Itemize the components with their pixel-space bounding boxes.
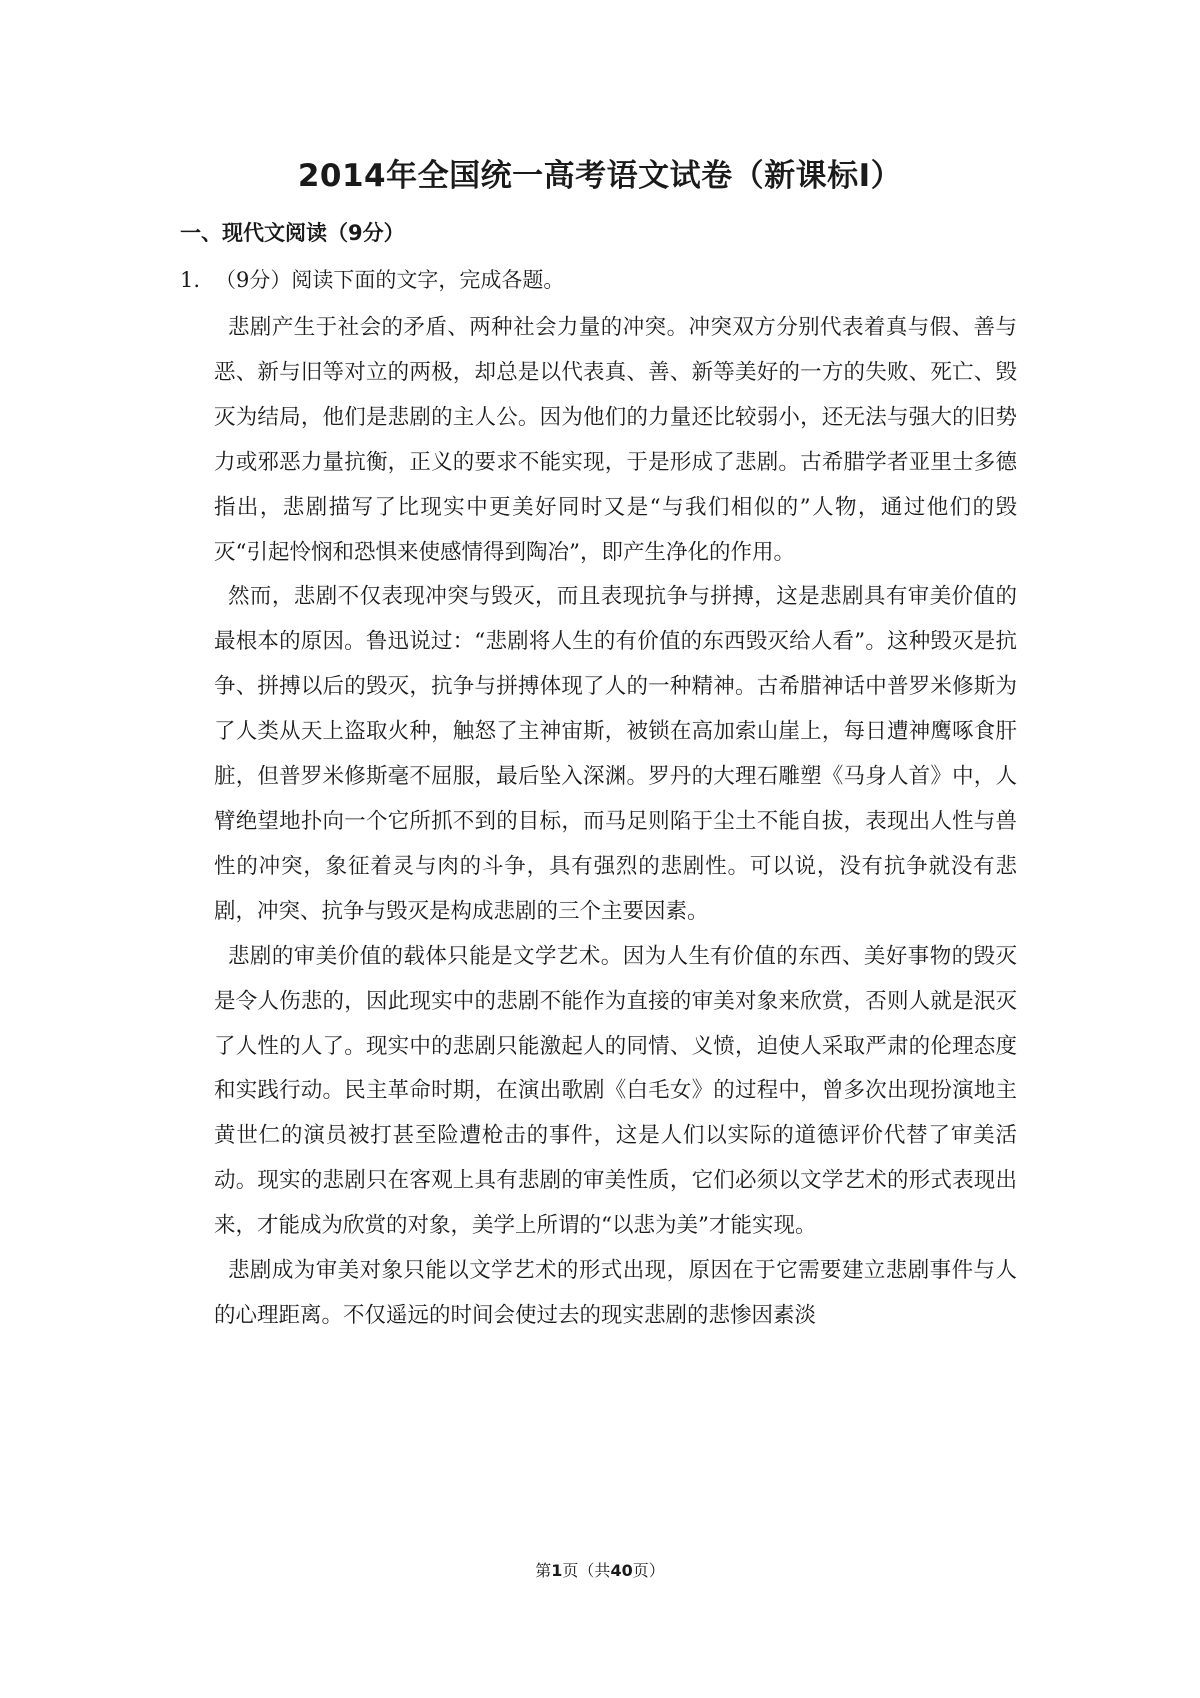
question-prompt-line <box>180 265 564 295</box>
question-number: 1. <box>180 268 201 292</box>
footer-middle: 页（共 <box>562 1561 611 1580</box>
document-title: 2014年全国统一高考语文试卷（新课标Ⅰ） <box>297 158 903 194</box>
page-footer <box>0 1560 1200 1582</box>
reading-passage <box>214 306 1017 1339</box>
passage-paragraph-2: 然而，悲剧不仅表现冲突与毁灭，而且表现抗争与拼搏，这是悲剧具有审美价值的最根本的原因。鲁迅说过：“悲剧将人生的有价值的东西毁灭给人看”。这种毁灭是抗争、拼搏以后的毁灭，抗争与拼搏体现了人的一种精神。古希腊神话中普罗米修斯为了人类从天上盗取火种，触怒了主神宙斯，被锁在高加索山崖上，每日遭神鹰啄食肝脏，但普罗米修斯毫不屈服，最后坠入深渊。罗丹的大理石雕塑《马身人首》中，人臂绝望地扑向一个它所抓不到的目标，而马足则陷于尘土不能自拔，表现出人性与兽性的冲突，象征着灵与肉的斗争，具有强烈的悲剧性。可以说，没有抗争就没有悲剧，冲突、抗争与毁灭是构成悲剧的三个主要因素。 <box>214 584 1017 924</box>
footer-prefix: 第 <box>535 1561 552 1580</box>
passage-paragraph-4: 悲剧成为审美对象只能以文学艺术的形式出现，原因在于它需要建立悲剧事件与人的心理距离。不仅遥远的时间会使过去的现实悲剧的悲惨因素淡 <box>214 1258 1017 1328</box>
passage-paragraph-1: 悲剧产生于社会的矛盾、两种社会力量的冲突。冲突双方分别代表着真与假、善与恶、新与旧等对立的两极，却总是以代表真、善、新等美好的一方的失败、死亡、毁灭为结局，他们是悲剧的主人公。因为他们的力量还比较弱小，还无法与强大的旧势力或邪恶力量抗衡，正义的要求不能实现，于是形成了悲剧。古希腊学者亚里士多德指出，悲剧描写了比现实中更美好同时又是“与我们相似的”人物，通过他们的毁灭“引起怜悯和恐惧来使感情得到陶冶”，即产生净化的作用。 <box>214 315 1017 565</box>
footer-page-number: 1 <box>551 1561 563 1580</box>
question-prompt: （9分）阅读下面的文字，完成各题。 <box>215 268 565 292</box>
passage-paragraph-3: 悲剧的审美价值的载体只能是文学艺术。因为人生有价值的东西、美好事物的毁灭是令人伤悲的，因此现实中的悲剧不能作为直接的审美对象来欣赏，否则人就是泯灭了人性的人了。现实中的悲剧只能激起人的同情、义愤，迫使人采取严肃的伦理态度和实践行动。民主革命时期，在演出歌剧《白毛女》的过程中，曾多次出现扮演地主黄世仁的演员被打甚至险遭枪击的事件，这是人们以实际的道德评价代替了审美活动。现实的悲剧只在客观上具有悲剧的审美性质，它们必须以文学艺术的形式表现出来，才能成为欣赏的对象，美学上所谓的“以悲为美”才能实现。 <box>214 943 1017 1239</box>
footer-suffix: 页） <box>632 1561 665 1580</box>
section-heading: 一、现代文阅读（9分） <box>180 221 405 245</box>
footer-total-pages: 40 <box>610 1561 633 1580</box>
